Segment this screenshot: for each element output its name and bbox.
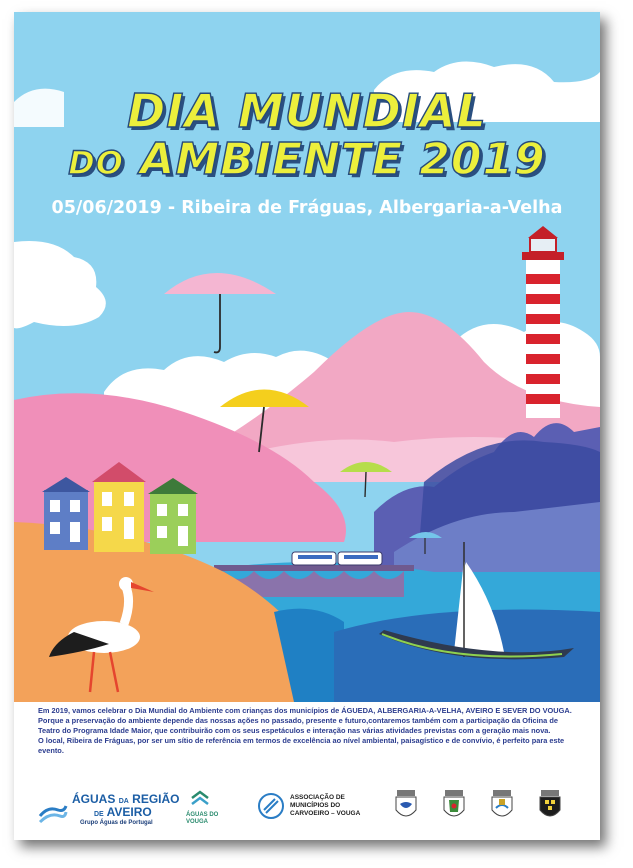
aguas-regiao-line2 [94, 805, 152, 819]
coat-of-arms-1-icon [392, 788, 420, 824]
aguas-vouga-b: DO [209, 812, 219, 818]
title-line1: DIA MUNDIAL [127, 84, 487, 138]
title-line2-prefix: DO [68, 144, 124, 182]
aguas-regiao-sub: Grupo Águas de Portugal [80, 820, 153, 826]
date-location: 05/06/2019 - Ribeira de Fráguas, Albergaria-a-Velha [51, 198, 563, 218]
associacao-line1: ASSOCIAÇÃO DE [290, 794, 345, 801]
associacao-line3: CARVOEIRO – VOUGA [290, 810, 361, 817]
regiao-word: REGIÃO [132, 792, 180, 806]
aguas-vouga-c: VOUGA [186, 819, 209, 825]
associacao-text [290, 794, 360, 818]
poster [14, 12, 600, 840]
aguas-regiao-line1 [72, 792, 180, 806]
aguas-regiao-aveiro-logo [38, 798, 68, 828]
associacao-logo [257, 792, 285, 820]
associacao-line2: MUNICÍPIOS DO [290, 802, 341, 809]
umbrella-pink [164, 273, 276, 352]
aguas-vouga-text [186, 812, 218, 826]
aguas-word: ÁGUAS [72, 792, 116, 806]
coat-of-arms-3-icon [488, 788, 516, 824]
title-line2-main: AMBIENTE 2019 [140, 134, 546, 185]
da-word: DA [118, 798, 129, 805]
description-paragraph-2: O local, Ribeira de Fráguas, por ser um sítio de referência em termos de excelência ao nível ambiental, paisagístico e de convívio, é perfeito para este evento. [38, 736, 565, 755]
coat-of-arms-4-icon [536, 788, 564, 824]
lighthouse [522, 226, 564, 418]
aveiro-word: AVEIRO [106, 805, 152, 819]
aguas-vouga-logo [190, 790, 210, 810]
description [38, 706, 578, 756]
cloud-left [14, 241, 106, 328]
title-line2 [14, 134, 600, 185]
aguas-vouga-a: ÁGUAS [186, 812, 208, 818]
logo-strip [14, 784, 600, 840]
de-word: DE [94, 811, 104, 818]
coat-of-arms-2-icon [440, 788, 468, 824]
description-paragraph-1: Em 2019, vamos celebrar o Dia Mundial do Ambiente com crianças dos municípios de ÁGUEDA, ALBERGARIA-A-VELHA, AVEIRO E SEVER DO VOUGA. Porque a preservação do ambiente depende das nossas ações no passado, presente e futuro,contaremos também com a participação da Oficina de Teatro do Programa Idade Maior, que contribuirão com os seus espetáculos e interação nas várias atividades previstas com a geração mais nova. [38, 706, 572, 735]
